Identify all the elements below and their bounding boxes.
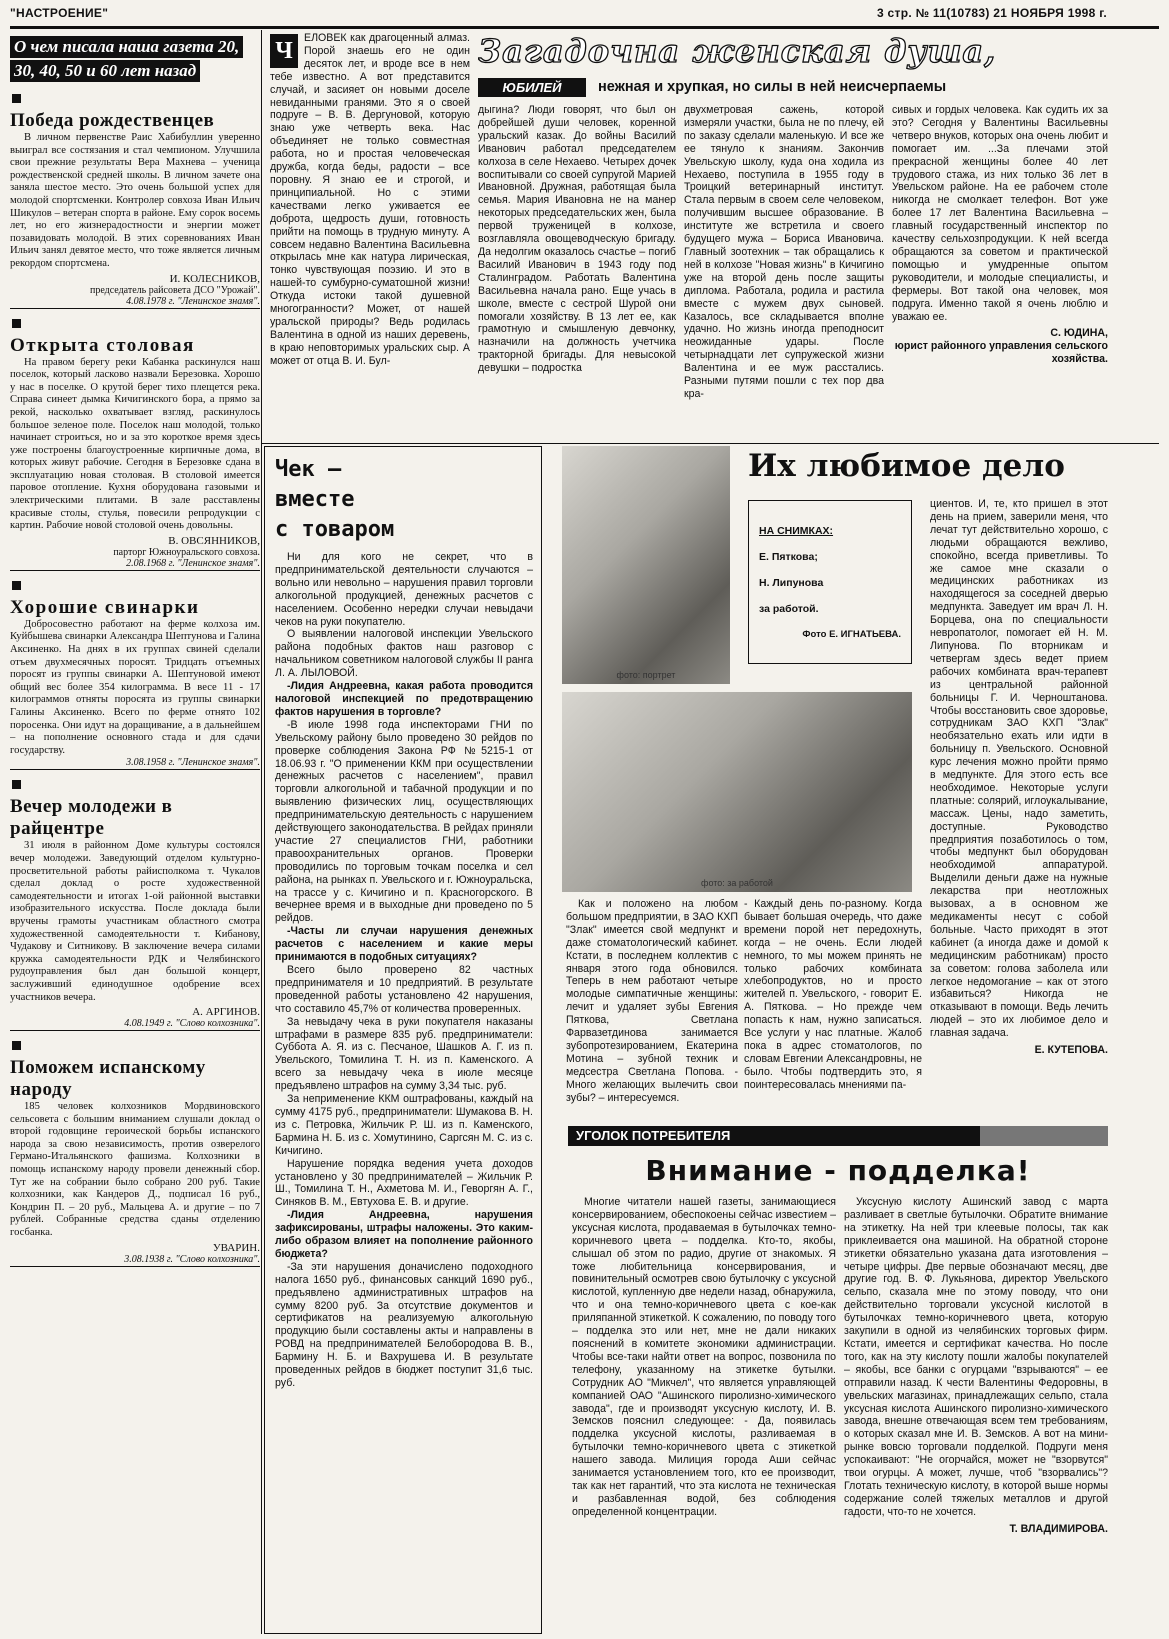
jubilee-author-title: юрист районного управления сельского хозяйства.: [894, 340, 1108, 366]
photo-credit: Фото Е. ИГНАТЬЕВА.: [802, 629, 901, 640]
check-paragraph: Ни для кого не секрет, что в предпринимательской деятельности случаются – вольно или невольно – нарушения правил торговли алкогольной продукцией, денежных расчетов с населением. Особенно нередки случаи невыдачи чеков на руки покупателю.: [275, 551, 533, 628]
check-question: -Лидия Андреевна, какая работа проводится налоговой инспекцией по предотвращению фактов нарушения в торговле?: [275, 680, 533, 718]
retro-title-line: О чем писала наша газета 20,: [10, 36, 243, 58]
retro-column: [10, 36, 260, 1632]
favorite-text: - Каждый день по-разному. Когда бывает большая очередь, что даже времени порой нет передохнуть, когда – не очень. Если людей немного, то мы можем принять не только рабочих комбината хлебопродуктов, но и просто жителей п. Увельского, - говорит Е. А. Пяткова. – Но прежде чем попасть к нам, нужно записаться. Все услуги у нас платные. Жалоб пока в адрес стоматологов, по словам Евгении Александровны, не было. Чтобы подтвердить это, я поинтересовалась мнениями па-: [744, 898, 922, 1091]
article-heading: Победа рождественцев: [10, 110, 215, 131]
check-question: -Лидия Андреевна, нарушения зафиксированы, штрафы наложены. Это каким-либо образом влияет на пополнение районного бюджета?: [275, 1209, 533, 1260]
consumer-section-bar-fill: [980, 1126, 1108, 1146]
jubilee-col-4: [892, 104, 1108, 442]
article-author-title: председатель райсовета ДСО "Урожай".: [89, 284, 260, 296]
jubilee-text: двухметровая сажень, которой измеряли участки, была не по плечу, ей по заказу сделали маленькую. И все же ее тянуло к знаниям. Закончив Увельскую школу, куда она ходила из Нехаево, поступила в 1955 году в Троицкий ветеринарный институт. Стала первым в своем селе человеком, получившим высшее образование. В институте же встретила и своего будущего мужа – Бориса Ивановича. Главный зоотехник – так обращались к ней в колхозе "Новая жизнь" в Кичигино уже на второй день после защиты диплома. Работала, родила и растила вместе с мужем двух сыновей. Казалось, все складывается вполне удачно. Но жизнь иногда преподносит неожиданные удары. После четырнадцати лет супружеской жизни Валентина и ее муж расстались. Разными путями пошли с тех пор два кра-: [684, 104, 884, 400]
article-author: А. АРГИНОВ.: [192, 1006, 260, 1019]
article-body: Добросовестно работают на ферме колхоза им. Куйбышева свинарки Александра Шептунова и Галина Аксиненко. На днях в их группах свиней сделали отъем двухмесячных поросят. Тридцать отъемных поросят из группы свинарки А. Шептуновой имеют общий вес более 354 килограмма. В весе 11 - 17 килограммов отняты поросята из группы свинарки Галины Аксиненко. Всего по ферме отнято 102 поросенка. Они идут на доращивание, а в дальнейшем – на пополнение основного стада и для сдачи государству.: [10, 618, 260, 756]
retro-article: [10, 1033, 260, 1267]
check-paragraph: За невыдачу чека в руки покупателя наказаны штрафами в размере 835 руб. предприниматели: Суббота А. Я. из с. Песчаное, Шашков А. Г. из п. Увельского, Томилина Т. Н. из п. Каменского. А всего за невыдачу чека в июле месяце предъявлено штрафов на сумму 3,34 тыс. руб.: [275, 1015, 533, 1093]
check-body: [265, 551, 541, 1390]
jubilee-author: С. ЮДИНА,: [1050, 327, 1108, 340]
check-question: -Часты ли случаи нарушения денежных расчетов с населением и какие меры принимаются в подобных ситуациях?: [275, 925, 533, 964]
issue-line: 3 стр. № 11(10783) 21 НОЯБРЯ 1998 г.: [876, 6, 1107, 20]
article-body: В личном первенстве Раис Хабибуллин уверенно выиграл все состязания и стал чемпионом. Улучшила свои прежние результаты Вера Махнева – ученица рождественской средней школы. В личном зачете она заняла шестое место. Это очень большой успех для молодой спортсменки. Контролер совхоза Иван Ильич Шикулов – ветеран спорта в районе. Ему сорок восемь лет, но его жизнерадостности и энергии может позавидовать молодой. В этих соревнованиях Иван Ильич занял девятое место, что тоже является личным рекордом спортсмена.: [10, 132, 260, 269]
jubilee-text: дыгина? Люди говорят, что был он добрейшей души человек, коренной уральский казак. До войны Василий Иванович работал председателем колхоза в селе Нехаево. Четырех дочек воспитывали со своей супругой Марией Ивановной. Дружная, работящая была семья. Мария Ивановна не на манер некоторых председательских жен, была первой труженицей в колхозе, возглавляла овощеводческую бригаду. Да недолгим оказалось счастье – погиб Василий Иванович в 1943 году под Сталинградом. Работать Валентина Васильевна начала рано. Еще учась в школе, вместе с сестрой Шурой они помогали хозяйству. В 13 лет ее, как грамотную и смышленую девчонку, назначили на должность учетчика тракторной бригады. Для невысокой девушки – подростка: [478, 104, 676, 375]
consumer-title: Внимание - подделка!: [645, 1154, 1031, 1187]
photo-label: фото: портрет: [616, 670, 676, 680]
retro-article: [10, 311, 260, 571]
jubilee-col-1: [270, 32, 470, 442]
consumer-section-bar: УГОЛОК ПОТРЕБИТЕЛЯ: [568, 1126, 980, 1146]
bullet-icon: [12, 1041, 21, 1050]
jubilee-col-2: [478, 104, 676, 442]
photo-label: фото: за работой: [701, 878, 773, 888]
check-paragraph: -За эти нарушения доначислено подоходного налога 1650 руб., финансовых санкций 1690 руб., предъявлено административных штрафов на сумму 8200 руб. За отсутствие документов и сертификатов на реализуемую алкогольную продукцию были составлены акты и направлены в РОВД на предпринимателей Белобородова В. В., Бармину Н. Б. и Вахрушева И. В результате проведенных рейдов в бюджет поступит 31,6 тыс. руб.: [275, 1260, 533, 1389]
favorite-col-b: [744, 898, 922, 1120]
check-title-line: с товаром: [275, 517, 395, 542]
consumer-col-1: [572, 1196, 836, 1632]
jubilee-subtitle: нежная и хрупкая, но силы в ней неисчерпаемы: [598, 79, 947, 95]
jubilee-text: сивых и гордых человека. Как судить их за это? Сегодня у Валентины Васильевны четверо внуков, которых она очень любит и помогает им. ...За плечами этой прекрасной женщины более 40 лет трудового стажа, из них только 36 лет в Увельском районе. На ее рабочем столе никогда не смолкает телефон. Вот уже более 17 лет Валентина Васильевна – главный государственный инспектор по качеству сельхозпродукции. К ней всегда обращаются за советом и практической помощью и умудренные опытом руководители, и молодые специалисты, и фермеры. Вот такой она человек, моя подруга. Именно такой я очень люблю и уважаю ее.: [892, 104, 1108, 323]
article-source: 3.08.1938 г. "Слово колхозника".: [10, 1254, 260, 1267]
caption-line: за работой.: [759, 603, 819, 615]
retro-article: [10, 772, 260, 1031]
article-heading: Открыта столовая: [10, 334, 195, 356]
retro-title-line: 30, 40, 50 и 60 лет назад: [10, 60, 200, 82]
favorite-right-col: [930, 498, 1108, 1118]
retro-article: [10, 573, 260, 771]
article-source: 3.08.1958 г. "Ленинское знамя".: [10, 757, 260, 770]
article-source: 4.08.1978 г. "Ленинское знамя".: [10, 296, 260, 309]
header-rule: [10, 26, 1159, 29]
photo-caption: [748, 500, 912, 664]
jubilee-title: Загадочна женская душа,: [478, 32, 997, 70]
jubilee-badge: ЮБИЛЕЙ: [478, 78, 586, 97]
bullet-icon: [12, 780, 21, 789]
portrait-photo: [562, 446, 730, 684]
article-author-title: парторг Южноуральского совхоза.: [113, 546, 260, 558]
check-paragraph: О выявлении налоговой инспекции Увельского района подобных фактов наш разговор с начальником советником налоговой службы II ранга Л. А. ЛЫЛОВОЙ.: [275, 628, 533, 680]
column-divider: [261, 30, 262, 1634]
article-author: В. ОВСЯННИКОВ,: [168, 534, 260, 547]
work-photo: [562, 692, 912, 892]
consumer-text: Уксусную кислоту Ашинский завод с марта разливает в светлые бутылочки. Обратите внимание на этикетку. На ней три клеевые полосы, так как приклеивается она машиной. На обратной стороне этикетки обязательно указана дата изготовления – четыре цифры. Две первые обозначают месяц, две другие год. В. Ф. Лукьянова, директор Увельского сельпо, сказала мне по этому поводу, что они действительно торговали уксусной кислотой в бутылочках темно-коричневого цвета, которую закупили в одной из челябинских торговых фирм. Кстати, имеется и сертификат качества. Но после того, как на эту кислоту пошли жалобы покупателей – якобы, все банки с огурцами "взрываются" – ее отправили назад. К чести Валентины Федоровны, в увельских магазинах, принадлежащих сельпо, стала уксусная кислота Ашинского пиролизно-химического завода, внешне отвечающая всем тем требованиям, о которых сказал мне И. В. Земсков. А вот на мини-рынке вовсю торговали подделкой. Подруги меня успокаивают: "Не огорчайся, может не "взорвутся" твои огурцы. А может, лучше, чтоб "взорвались"? Глотать техническую кислоту, в которой выше нормы содержание солей тяжелых металлов и другой гадости, что-то не хочется.: [844, 1196, 1108, 1518]
caption-line: Е. Пяткова;: [759, 551, 818, 563]
check-article: [264, 446, 542, 1634]
dropcap: Ч: [270, 34, 298, 68]
check-paragraph: -В июле 1998 года инспекторами ГНИ по Увельскому району было проведено 30 рейдов по проверке соблюдения Закона РФ №5215-1 от 18.06.93 г. "О применении ККМ при осуществлении денежных расчетов с населением", правил торговли алкогольной и табачной продукции и по выявлению физических лиц, осуществляющих предпринимательскую деятельность с нарушением действующего законодательства. В рейдах приняли участие 27 специалистов ГНИ, работники правоохранительных органов. Проверки проводились по торговым точкам поселка и сел района, на рынках п. Увельского и г. Южноуральска, на трассе у с. Кичигино и п. Красногорского. В вечернее время и в выходные дни проведено по 5 рейдов.: [275, 718, 533, 925]
article-heading: Вечер молодежи в райцентре: [10, 796, 173, 840]
check-title-line: вместе: [275, 487, 355, 512]
favorite-title: Их любимое дело: [748, 448, 1065, 484]
favorite-text: циентов. И, те, кто пришел в этот день на прием, заверили меня, что лечат тут действительно хорошо, с людьми обращаются вежливо, спокойно, всегда приветливы. То же самое мне сказали о медицинских работниках из находящегося за соседней дверью медпункта. Заведует им врач Л. Н. Борцева, она по специальности невропатолог, помогает ей Н. М. Липунова. По вторникам и четвергам здесь ведет прием рабочих комбината врач-терапевт из центральной районной больницы Г. И. Черноштанова. Чтобы восстановить свое здоровье, сотрудникам ЗАО КХП "Злак" необязательно ехать или идти в больницу п. Увельского. Основной курс лечения можно пройти прямо в медпункте. Для этого есть все необходимое. Некоторые услуги платные: солярий, иглоукалывание, массаж. Цены, надо заметить, доступные. Руководство предприятия позаботилось о том, чтобы медпункт был оборудован необходимой аппаратурой. Выделили деньги даже на нужные лекарства при неотложных вызовах, а в основном же медикаменты несут с собой больные. Часто приходят в этот кабинет (а иногда даже и домой к медицинским работникам) просто за советом: голова заболела или легкое недомогание – как от этого избавиться? Никогда не отказывают в помощи. Ведь лечить людей – это их любимое дело и главная задача.: [930, 498, 1108, 1040]
caption-line: Н. Липунова: [759, 577, 824, 589]
section-rule: [262, 443, 1159, 444]
check-title-line: Чек –: [275, 457, 342, 482]
bullet-icon: [12, 581, 21, 590]
jubilee-text: ЕЛОВЕК как драгоценный алмаз. Порой знаешь его не один десяток лет, и вроде все в нем тебе известно. А вот представится случай, и засияет он новыми доселе невиданными гранями. Это я о своей подруге – В. В. Дергуновой, которую знаю уже четверть века. Нас объединяет не только совместная работа, но и простая человеческая дружба, когда беды, радости – все поровну. Я знаю ее и строгой, и принципиальной. Но с этими качествами легко уживается ее доброта, щедрость души, готовность прийти на помощь в трудную минуту. А совсем недавно Валентина Васильевна открылась мне как натура лирическая, тонко чувствующая поэзию. И это в нашей-то сумбурно-суматошной жизни! Откуда истоки такой душевной многогранности? Может, от нашей уральской природы? Ведь родилась Валентина в одной из наших деревень, в краю неповторимых уральских сыр. А может от отца В. И. Бул-: [270, 32, 470, 367]
article-body: На правом берегу реки Кабанка раскинулся наш поселок, который ласково назвали Березовка. Хорошо у нас в поселке. О крутой берег тихо плещется река. Справа синеет дымка Кичигинского бора, а прямо за рекой, насколько охватывает взгляд, раскинулось большое зеленое поле. Поселок наш молодой, только начинает строиться, но и за это короткое время здесь уже построены благоустроенные кирпичные дома, в которых живут рабочие. Сегодня в Березовке сдана в эксплуатацию новая столовая. В столовой имеется паровое отопление. Кухня оборудована газовыми и электрическими плитами. В зале расставлены красивые столы, стулья, повесили репродукции с картин. Рабочие новой столовой очень довольны.: [10, 356, 260, 532]
article-author: УВАРИН.: [212, 1241, 260, 1254]
article-source: 2.08.1968 г. "Ленинское знамя".: [10, 558, 260, 571]
check-paragraph: За неприменение ККМ оштрафованы, каждый на сумму 4175 руб., предприниматели: Шумакова В. Н. из с. Петровка, Жильчик Р. Ш. из п. Каменского, Бармина Н. Б. из с. Хомутинино, Саргсян М. С. из с. Кичигино.: [275, 1093, 533, 1157]
check-title-block: [265, 447, 541, 551]
paper-name: "НАСТРОЕНИЕ": [10, 6, 109, 20]
article-body: 31 июля в районном Доме культуры состоялся вечер молодежи. Заведующий отделом культурно-просветительной работы райисполкома т. Чукалов сделал доклад о росте художественной самодеятельности и итогах 1-ой районной выставки изобразительного искусства. После доклада были вручены грамоты участникам областного смотра художественной самодеятельности т. Кибанову, Чудакову и Ситникову. В заключение вечера силами кружка самодеятельности РДК и Челябинского рудоуправления был дан большой концерт, заслуживший единодушное одобрение всех участников вечера.: [10, 840, 260, 1003]
consumer-text: Многие читатели нашей газеты, занимающиеся консервированием, обеспокоены сейчас известием – уксусная кислота, продаваемая в бутылочках темно-коричневого цвета – подделка. Кто-то, якобы, слышал об этом по радио, другие от знакомых. Я тоже любительница консервирования, и повинительный осмотрев свою бутылочку с уксусной кислотой, купленную две недели назад, обнаружила, что и она темно-коричневого цвета с кое-как приляпанной этикеткой. К сожалению, по поводу того – подделка это или нет, мне не дали никаких пояснений в комитете экономики администрации. Чтобы все-таки найти ответ на вопрос, позвонила по телефону, указанному на этикетке бутылки. Сотрудник АО "Микчел", что является управляющей компанией ОАО "Ашинского пиролизно-химического завода", где и производят уксусную кислоту, И. В. Земсков пояснил следующее: - Да, появилась подделка уксусной кислоты, разливаемая в бутылочки темно-коричневого цвета с этикеткой нашего завода. Милиция города Аши сейчас занимается установлением того, кто ее производит, так как нет гарантий, что эта кислота не техническая и разбавленная водой, без соблюдения определенной концентрации.: [572, 1196, 836, 1518]
article-body: 185 человек колхозников Мордвиновского сельсовета с большим вниманием слушали доклад о второй годовщине героической борьбы испанского народа за свою независимость, против озверелого Германо-Итальянского фашизма. Колхозники в помощь испанскому народу провели денежный сбор. Тут же на собрании было собрано 200 руб. Такие колхозники, как Кандеров Д., подписал 16 руб., Кондрин П. – 20 руб., Мальцева А. и другие – по 7 рублей. Собранные средства сданы отделению госбанка.: [10, 1101, 260, 1239]
favorite-author: Е. КУТЕПОВА.: [1034, 1044, 1108, 1057]
caption-head: НА СНИМКАХ:: [759, 525, 834, 537]
check-paragraph: Всего было проверено 82 частных предпринимателя и 10 предприятий. В результате проведенной работы установлено 42 нарушения, что составило 45,7% от количества проверенных.: [275, 964, 533, 1015]
article-heading: Хорошие свинарки: [10, 596, 200, 618]
consumer-author: Т. ВЛАДИМИРОВА.: [1009, 1522, 1108, 1535]
favorite-col-a: [566, 898, 738, 1120]
bullet-icon: [12, 94, 21, 103]
article-heading: Поможем испанскому народу: [10, 1057, 206, 1101]
bullet-icon: [12, 319, 21, 328]
article-source: 4.08.1949 г. "Слово колхозника".: [10, 1018, 260, 1031]
jubilee-col-3: [684, 104, 884, 442]
consumer-col-2: [844, 1196, 1108, 1632]
retro-title: [10, 36, 260, 82]
check-paragraph: Нарушение порядка ведения учета доходов установлено у 30 предпринимателей – Жильчик Р. Ш., Томилина Т. Н., Ахметова М. И., Геворгян А. Г., Синяков В. М., Евтухова Е. В. и другие.: [275, 1157, 533, 1209]
favorite-text: Как и положено на любом большом предприятии, в ЗАО КХП "Злак" имеется свой медпункт и даже стоматологический кабинет. Кстати, в последнем коллектив с января этого года обновился. Теперь в нем работают четыре молодые симпатичные женщины: лечит и удаляет зубы Евгения Пяткова, Светлана Фарвазетдинова занимается зубопротезированием, Екатерина Мотина – зубной техник и медсестра Светлана Попова. - Много желающих вылечить свои зубы? – интересуемся.: [566, 898, 738, 1104]
article-author: И. КОЛЕСНИКОВ,: [169, 272, 260, 285]
retro-article: [10, 86, 260, 309]
